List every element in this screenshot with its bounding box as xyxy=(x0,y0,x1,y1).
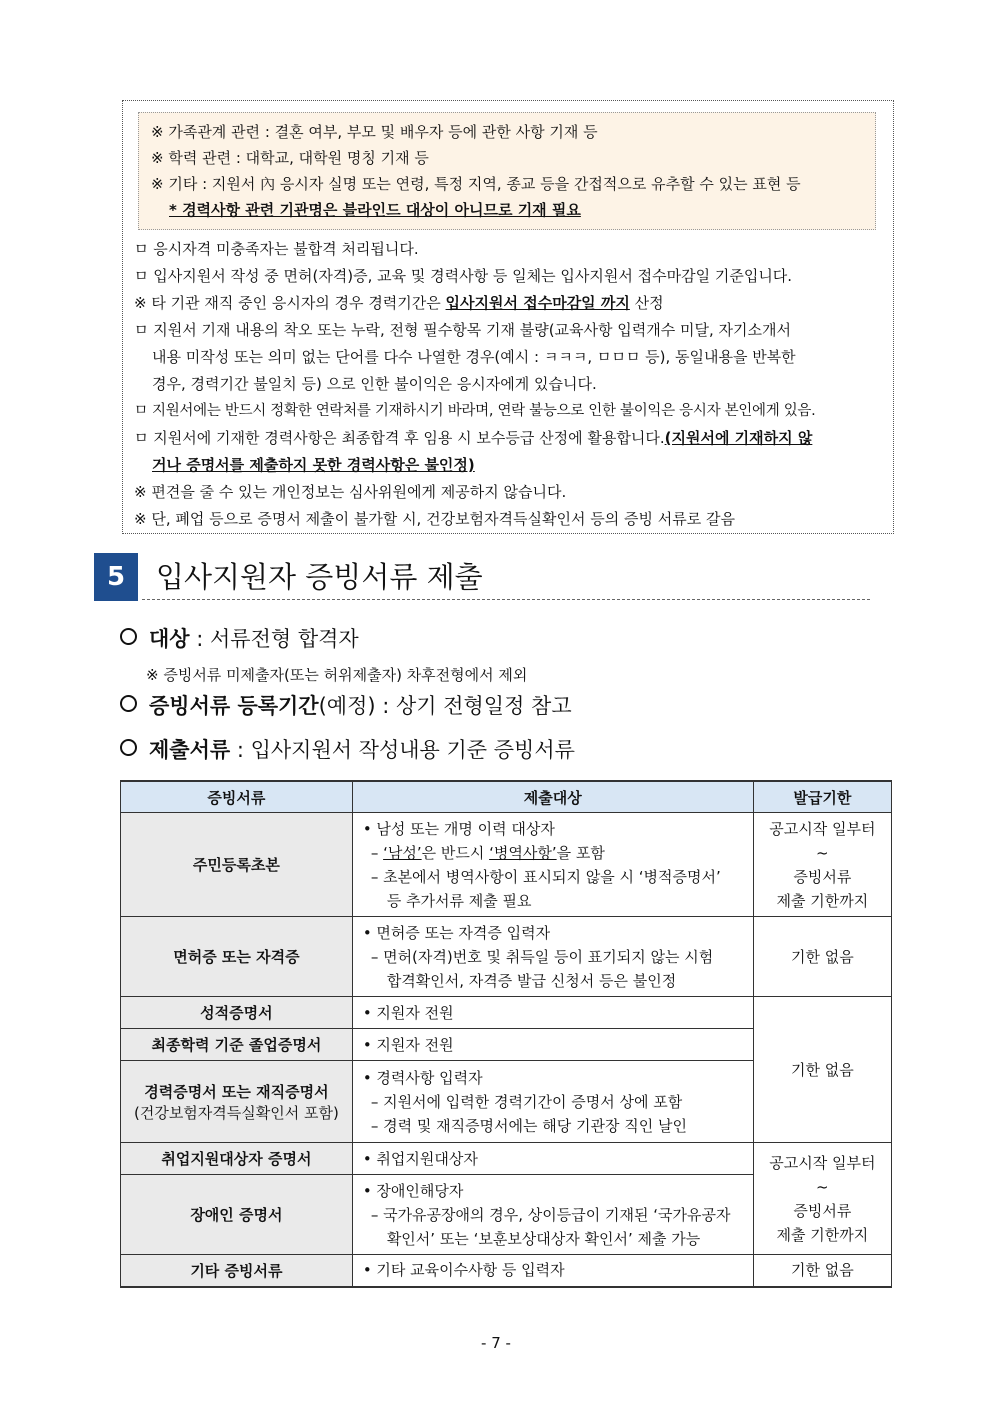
note-line: ㅁ 응시자격 미충족자는 불합격 처리됩니다. xyxy=(134,240,419,258)
section-title: 입사지원자 증빙서류 제출 xyxy=(156,560,483,594)
note-line: ㅁ 지원서에 기재한 경력사항은 최종합격 후 임용 시 보수등급 산정에 활용합니다.(지원서에 기재하지 않 xyxy=(134,429,813,447)
documents-table xyxy=(120,780,892,1288)
table-header: 제출대상 xyxy=(352,781,753,813)
section-divider xyxy=(142,599,870,600)
table-row: 기타 증빙서류 • 기타 교육이수사항 등 입력자 기한 없음 xyxy=(121,1255,892,1287)
note-line: ※ 단, 폐업 등으로 증명서 제출이 불가할 시, 건강보험자격득실확인서 등의 증빙 서류로 갈음 xyxy=(134,510,735,528)
note-line: 거나 증명서를 제출하지 못한 경력사항은 불인정) xyxy=(152,456,475,474)
table-row: 면허증 또는 자격증 • 면허증 또는 자격증 입력자 – 면허(자격)번호 및 취득일 등이 표기되지 않는 시험 합격확인서, 자격증 발급 신청서 등은 불인정 기한 없음 xyxy=(121,917,892,997)
inner-line: ※ 학력 관련 : 대학교, 대학원 명칭 기재 등 xyxy=(151,149,429,167)
table-row: 주민등록초본 • 남성 또는 개명 이력 대상자 – ‘남성’은 반드시 ‘병역사항’을 포함 – 초본에서 병역사항이 표시되지 않을 시 ‘병적증명서’ 등 추가서류 제출 필요 공고시작 일부터 ~ 증빙서류 제출 기한까지 xyxy=(121,813,892,917)
bullet-documents: 제출서류 : 입사지원서 작성내용 기준 증빙서류 xyxy=(120,735,575,765)
table-row: 성적증명서 • 지원자 전원 기한 없음 xyxy=(121,997,892,1029)
note-line: ㅁ 입사지원서 작성 중 면허(자격)증, 교육 및 경력사항 등 일체는 입사지원서 접수마감일 기준입니다. xyxy=(134,267,793,285)
table-row: 최종학력 기준 졸업증명서 • 지원자 전원 xyxy=(121,1029,892,1061)
table-header: 발급기한 xyxy=(753,781,891,813)
circle-bullet-icon xyxy=(120,628,137,645)
note-line: ※ 편견을 줄 수 있는 개인정보는 심사위원에게 제공하지 않습니다. xyxy=(134,483,567,501)
inner-line: ※ 기타 : 지원서 內 응시자 실명 또는 연령, 특정 지역, 종교 등을 간접적으로 유추할 수 있는 표현 등 xyxy=(151,175,801,193)
circle-bullet-icon xyxy=(120,695,137,712)
circle-bullet-icon xyxy=(120,739,137,756)
page-number: - 7 - xyxy=(481,1334,511,1352)
table-row: 경력증명서 또는 재직증명서 (건강보험자격득실확인서 포함) • 경력사항 입력자 – 지원서에 입력한 경력기간이 증명서 상에 포함 – 경력 및 재직증명서에는 해당 기관장 직인 날인 xyxy=(121,1061,892,1143)
section-header xyxy=(94,553,872,601)
notes-list xyxy=(134,236,886,533)
table-row: 취업지원대상자 증명서 • 취업지원대상자 공고시작 일부터 ~ 증빙서류 제출 기한까지 xyxy=(121,1143,892,1175)
bullet-period: 증빙서류 등록기간(예정) : 상기 전형일정 참고 xyxy=(120,691,572,721)
table-header: 증빙서류 xyxy=(121,781,353,813)
note-line: ※ 타 기관 재직 중인 응시자의 경우 경력기간은 입사지원서 접수마감일 까지 산정 xyxy=(134,294,664,312)
inner-bold-line: * 경력사항 관련 기관명은 블라인드 대상이 아니므로 기재 필요 xyxy=(169,201,581,219)
section-number: 5 xyxy=(94,553,138,601)
inner-line: ※ 가족관계 관련 : 결혼 여부, 부모 및 배우자 등에 관한 사항 기재 등 xyxy=(151,123,598,141)
table-row: 장애인 증명서 • 장애인해당자 – 국가유공장애의 경우, 상이등급이 기재된 ‘국가유공자 확인서’ 또는 ‘보훈보상대상자 확인서’ 제출 가능 xyxy=(121,1175,892,1255)
note-line: ㅁ 지원서 기재 내용의 착오 또는 누락, 전형 필수항목 기재 불량(교육사항 입력개수 미달, 자기소개서 xyxy=(134,321,791,339)
sub-note: ※ 증빙서류 미제출자(또는 허위제출자) 차후전형에서 제외 xyxy=(146,666,528,684)
note-line: ㅁ 지원서에는 반드시 정확한 연락처를 기재하시기 바라며, 연락 불능으로 인한 불이익은 응시자 본인에게 있음. xyxy=(134,403,816,419)
blind-notice-box xyxy=(138,112,876,230)
note-line: 경우, 경력기간 불일치 등) 으로 인한 불이익은 응시자에게 있습니다. xyxy=(152,375,597,393)
bullet-target: 대상 : 서류전형 합격자 xyxy=(120,624,359,654)
note-line: 내용 미작성 또는 의미 없는 단어를 다수 나열한 경우(예시 : ㅋㅋㅋ, ㅁㅁㅁ 등), 동일내용을 반복한 xyxy=(152,348,796,366)
